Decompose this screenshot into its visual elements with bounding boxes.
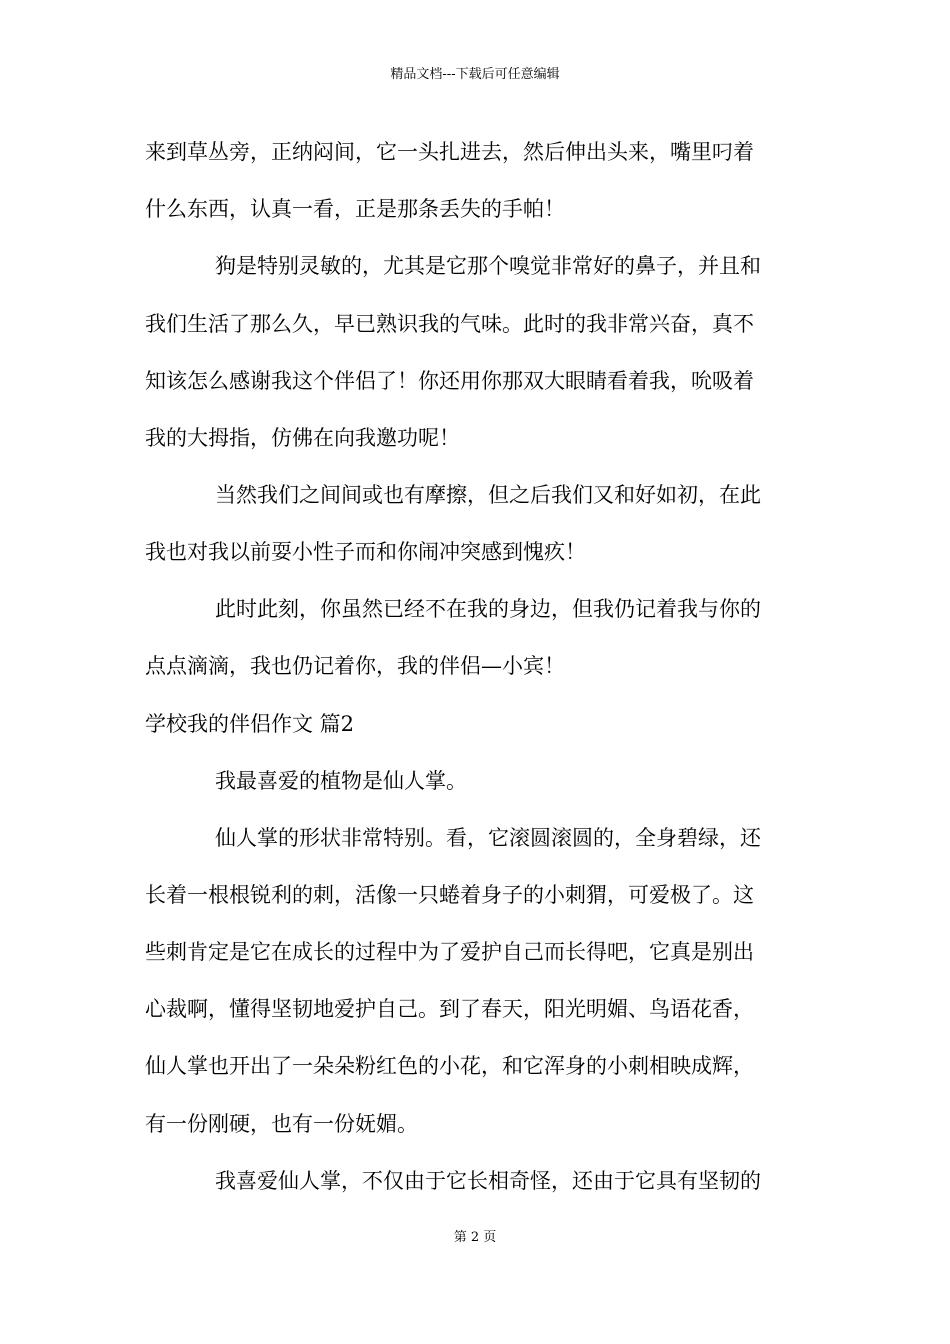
paragraph-start-line: 我喜爱仙人掌，不仅由于它长相奇怪，还由于它具有坚韧的 — [215, 1169, 761, 1193]
page-number: 第 2 页 — [453, 1230, 497, 1245]
body-line: 我的大拇指，仿佛在向我邀功呢！ — [145, 426, 460, 450]
body-line: 仙人掌也开出了一朵朵粉红色的小花，和它浑身的小刺相映成辉， — [145, 1054, 754, 1078]
body-line: 来到草丛旁，正纳闷间，它一头扎进去，然后伸出头来，嘴里叼着 — [145, 140, 754, 164]
body-line: 些刺肯定是它在成长的过程中为了爱护自己而长得吧，它真是别出 — [145, 940, 754, 964]
body-line: 知该怎么感谢我这个伴侣了！你还用你那双大眼睛看着我，吮吸着 — [145, 369, 754, 393]
body-line: 有一份刚硬，也有一份妩媚。 — [145, 1112, 418, 1136]
body-line: 我也对我以前耍小性子而和你闹冲突感到愧疚！ — [145, 540, 586, 564]
paragraph-start-line: 此时此刻，你虽然已经不在我的身边，但我仍记着我与你的 — [215, 597, 761, 621]
body-line: 什么东西，认真一看，正是那条丢失的手帕！ — [145, 197, 565, 221]
section-heading: 学校我的伴侣作文 篇2 — [145, 712, 355, 736]
body-line: 我们生活了那么久，早已熟识我的气味。此时的我非常兴奋，真不 — [145, 312, 754, 336]
paragraph-start-line: 我最喜爱的植物是仙人掌。 — [215, 769, 467, 793]
body-line: 长着一根根锐利的刺，活像一只蜷着身子的小刺猬，可爱极了。这 — [145, 883, 754, 907]
body-line: 点点滴滴，我也仍记着你，我的伴侣—小宾！ — [145, 654, 565, 678]
paragraph-start-line: 当然我们之间间或也有摩擦，但之后我们又和好如初，在此 — [215, 483, 761, 507]
body-line: 心裁啊，懂得坚韧地爱护自己。到了春天，阳光明媚、鸟语花香， — [145, 997, 754, 1021]
paragraph-start-line: 狗是特别灵敏的，尤其是它那个嗅觉非常好的鼻子，并且和 — [215, 254, 761, 278]
page-header: 精品文档---下载后可任意编辑 — [390, 67, 560, 82]
paragraph-start-line: 仙人掌的形状非常特别。看，它滚圆滚圆的，全身碧绿，还 — [215, 826, 761, 850]
